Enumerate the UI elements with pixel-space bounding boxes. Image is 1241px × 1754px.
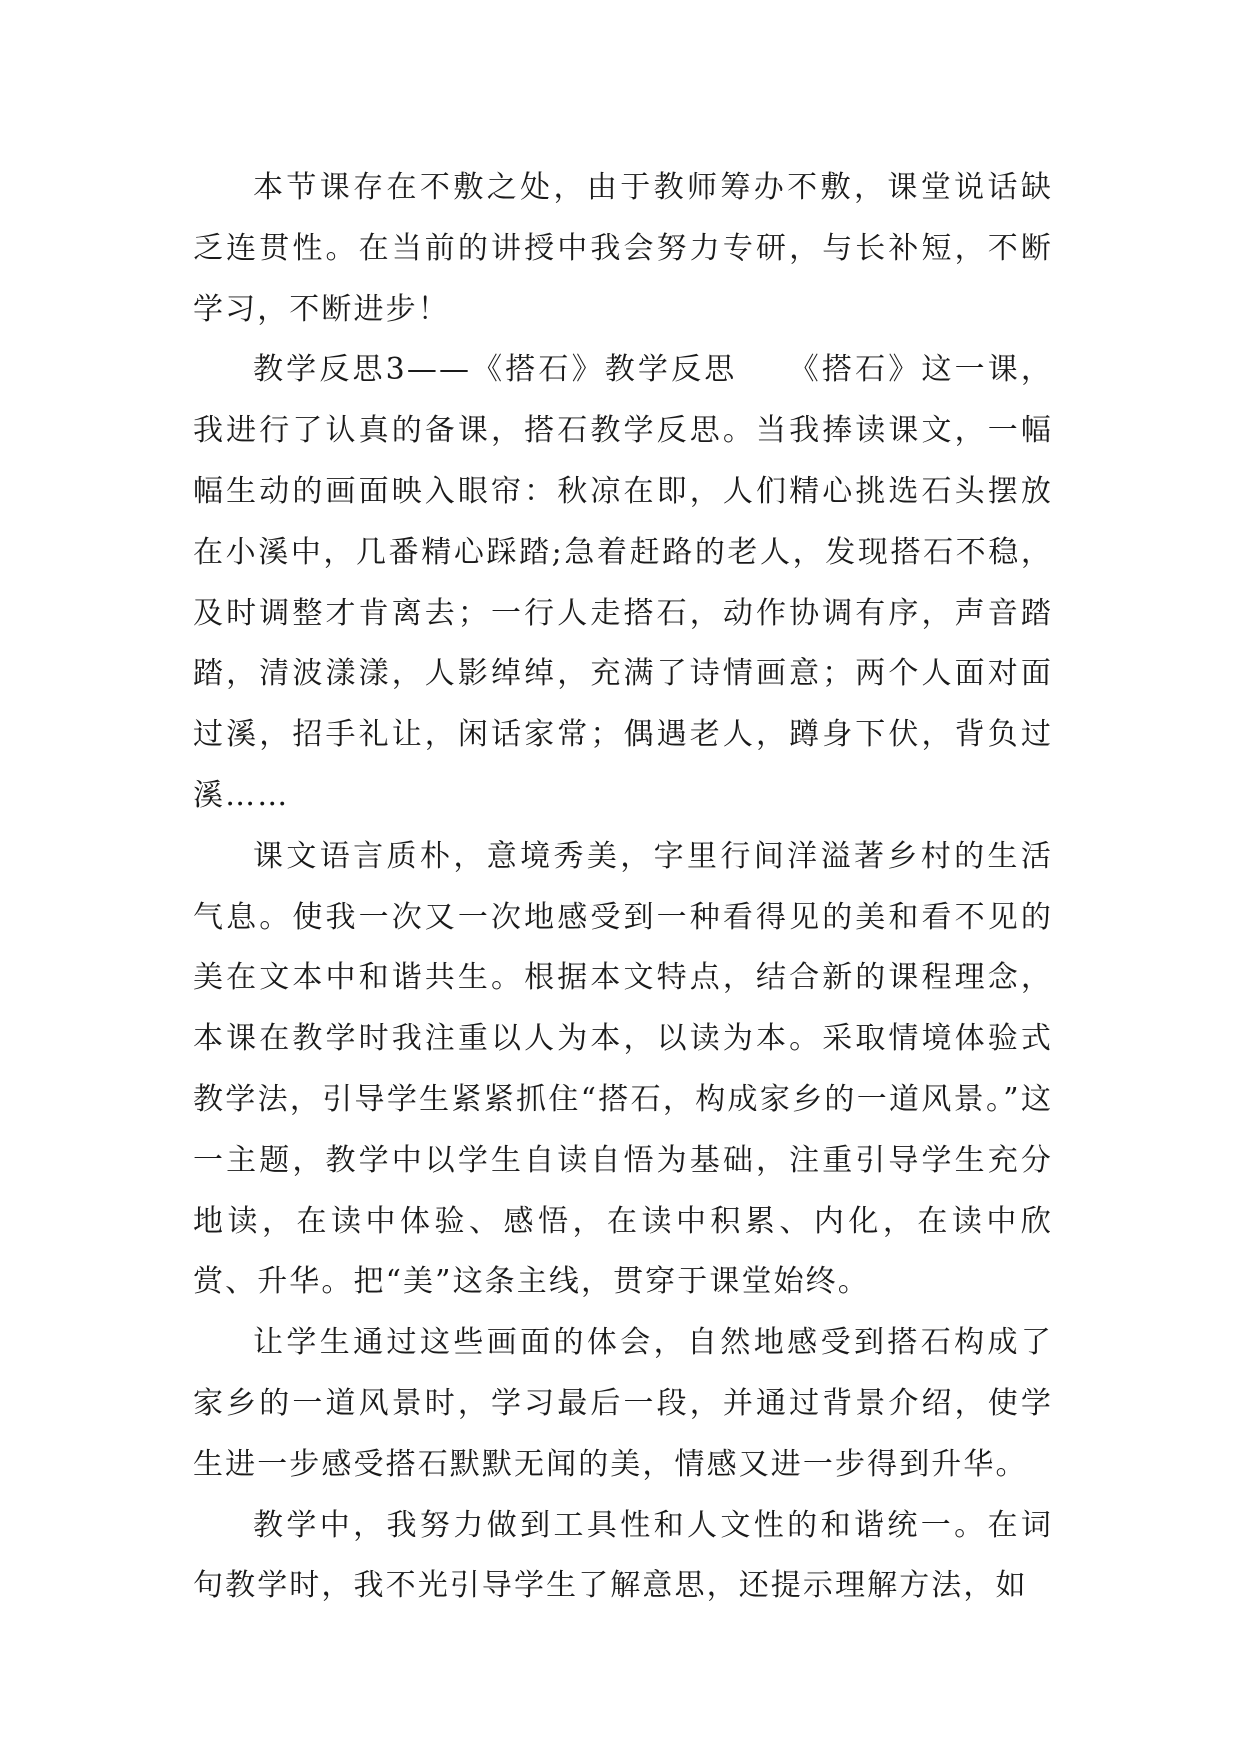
paragraph-2: 教学反思3——《搭石》教学反思 《搭石》这一课，我进行了认真的备课，搭石教学反思。当我捧读课文，一幅幅生动的画面映入眼帘：秋凉在即，人们精心挑选石头摆放在小溪中，几番精心踩踏;急着赶路的老人，发现搭石不稳，及时调整才肯离去；一行人走搭石，动作协调有序，声音踏踏，清波漾漾，人影绰绰，充满了诗情画意；两个人面对面过溪，招手礼让，闲话家常；偶遇老人，蹲身下伏，背负过溪…… [193, 352, 1053, 813]
paragraph-3: 课文语言质朴，意境秀美，字里行间洋溢著乡村的生活气息。使我一次又一次地感受到一种看得见的美和看不见的美在文本中和谐共生。根据本文特点，结合新的课程理念，本课在教学时我注重以人为本，以读为本。采取情境体验式教学法，引导学生紧紧抓住“搭石，构成家乡的一道风景。”这一主题，教学中以学生自读自悟为基础，注重引导学生充分地读，在读中体验、感悟，在读中积累、内化，在读中欣赏、升华。把“美”这条主线，贯穿于课堂始终。 [193, 838, 1053, 1300]
paragraph-4: 让学生通过这些画面的体会，自然地感受到搭石构成了家乡的一道风景时，学习最后一段，并通过背景介绍，使学生进一步感受搭石默默无闻的美，情感又进一步得到升华。 [193, 1325, 1053, 1482]
paragraph-5: 教学中，我努力做到工具性和人文性的和谐统一。在词句教学时，我不光引导学生了解意思，还提示理解方法，如 [193, 1507, 1053, 1604]
paragraph-1: 本节课存在不敷之处，由于教师筹办不敷，课堂说话缺乏连贯性。在当前的讲授中我会努力专研，与长补短，不断学习，不断进步！ [193, 170, 1053, 327]
document-page [193, 158, 1053, 1617]
